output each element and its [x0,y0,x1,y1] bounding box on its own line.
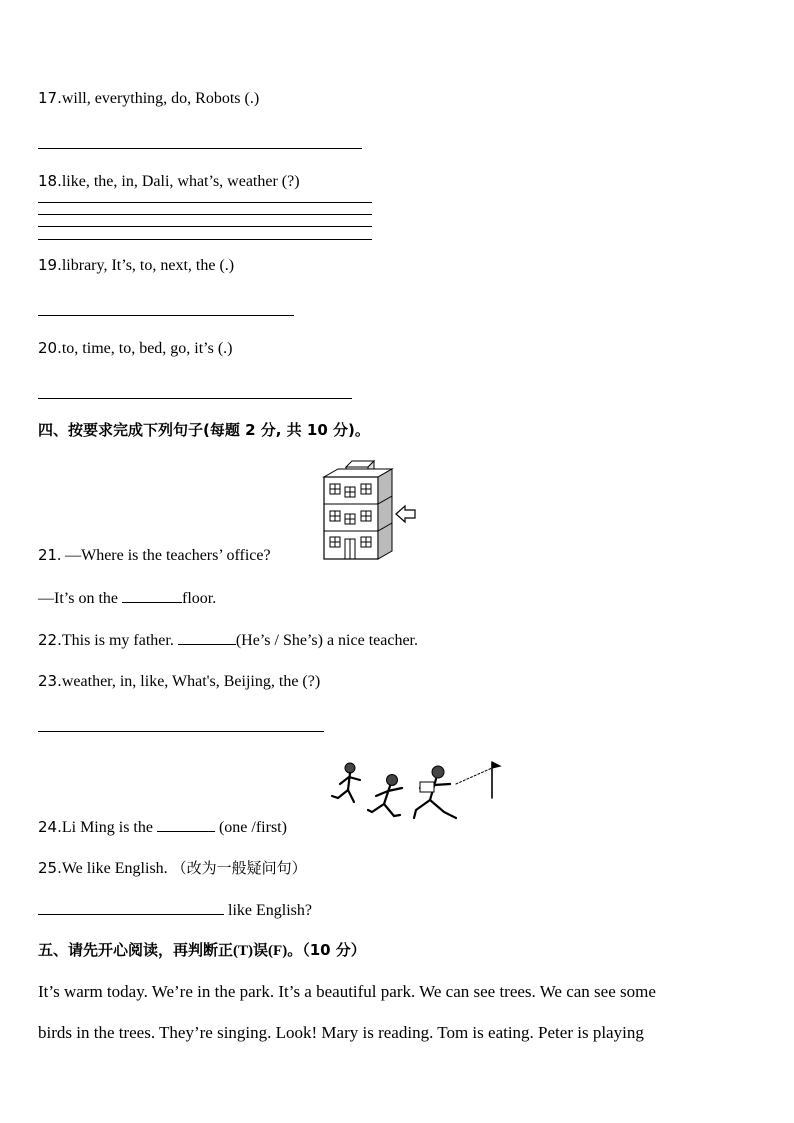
question-19 [38,255,234,276]
answer-line-20[interactable] [38,398,352,399]
question-number: 23. [38,672,62,690]
question-21 [38,545,271,566]
true-marker: (T) [233,943,254,959]
false-marker: (F) [268,943,288,959]
answer-line-17[interactable] [38,148,362,149]
question-number: 19. [38,256,62,274]
question-text: We like English. [61,860,172,877]
question-23 [38,671,320,692]
question-number: 22. [38,631,62,649]
passage-line-1: It’s warm today. We’re in the park. It’s a beautiful park. We can see trees. We can see some [38,982,656,1001]
blank-24[interactable] [157,816,215,832]
question-number: 21 [38,546,58,564]
answer-suffix: like English? [224,902,312,919]
answer-suffix: floor. [182,590,217,607]
blank-22[interactable] [178,629,236,645]
question-18 [38,171,300,192]
answer-21 [38,587,216,609]
writing-line-18-2[interactable] [38,214,372,215]
answer-25 [38,899,312,921]
heading-part-b: 误 [253,941,269,959]
question-20 [38,338,233,359]
question-number: 20. [38,339,62,357]
section-4-heading: 四、按要求完成下列句子(每题 2 分, 共 10 分)。 [38,421,370,439]
question-text: library, It’s, to, next, the (.) [61,257,235,274]
blank-25[interactable] [38,899,224,915]
question-text: to, time, to, bed, go, it’s (.) [61,340,233,357]
running-race-illustration [324,758,502,830]
question-25 [38,858,307,879]
question-suffix: (He’s / She’s) a nice teacher. [235,632,418,649]
question-text: like, the, in, Dali, what’s, weather (?) [61,173,300,190]
question-22 [38,629,418,651]
question-text: will, everything, do, Robots (.) [61,90,260,107]
heading-part-a: 五、请先开心阅读，再判断正 [38,941,234,959]
question-number: 17. [38,89,62,107]
blank-21[interactable] [122,587,182,603]
question-text: . —Where is the teachers’ office? [57,547,271,564]
writing-line-18-1[interactable] [38,202,372,203]
question-24 [38,816,287,838]
answer-line-19[interactable] [38,315,294,316]
section-5-heading [38,940,366,961]
answer-line-23[interactable] [38,731,324,732]
heading-part-c: 。（10 分） [287,941,366,959]
question-prefix: This is my father. [61,632,178,649]
question-number: 25. [38,859,62,877]
writing-line-18-4[interactable] [38,239,372,240]
passage-line-2: birds in the trees. They’re singing. Look! Mary is reading. Tom is eating. Peter is playing [38,1023,644,1042]
question-prefix: Li Ming is the [61,819,157,836]
question-suffix: (one /first) [214,819,287,836]
question-text: weather, in, like, What's, Beijing, the (?) [61,673,321,690]
question-17 [38,88,259,109]
question-number: 18. [38,172,62,190]
writing-line-18-3[interactable] [38,226,372,227]
question-number: 24. [38,818,62,836]
answer-prefix: —It’s on the [38,590,122,607]
question-instruction: （改为一般疑问句） [171,859,307,877]
building-illustration [318,457,420,563]
